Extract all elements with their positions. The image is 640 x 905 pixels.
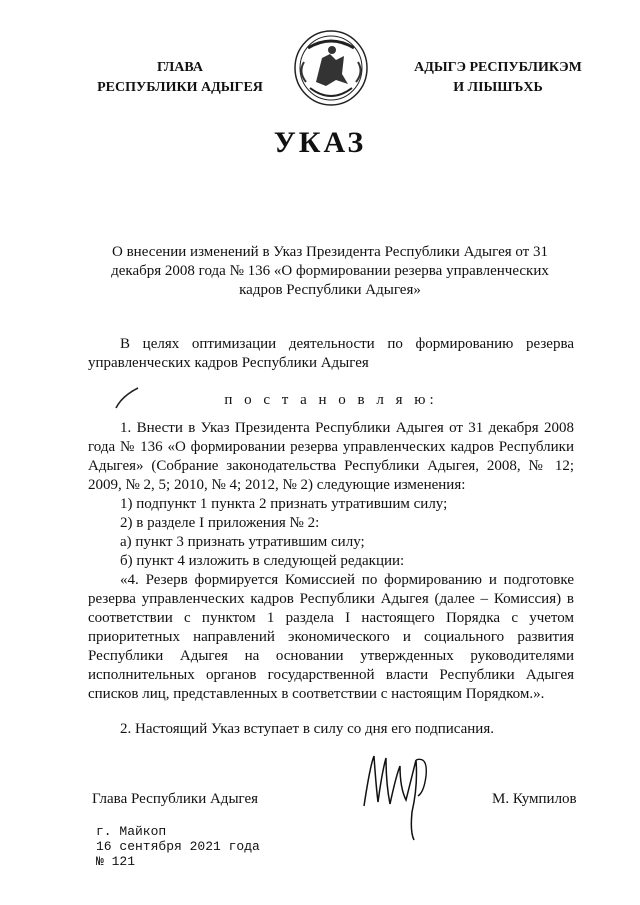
document-body [88,419,574,739]
header-left-line1: ГЛАВА [157,60,203,75]
header-left-line2: РЕСПУБЛИКИ АДЫГЕЯ [97,80,263,95]
body-paragraph: 2. Настоящий Указ вступает в силу со дня его подписания. [120,721,494,737]
decree-word: п о с т а н о в л я ю: [224,392,438,408]
body-paragraph: 1) подпункт 1 пункта 2 признать утратившим силу; [120,496,448,512]
preamble: В целях оптимизации деятельности по формированию резерва управленческих кадров Республики Адыгея [88,336,574,371]
document-title: УКАЗ [273,126,367,159]
coat-of-arms-icon [292,28,370,112]
header-right-line2: И ЛІЫШЪХЬ [453,80,543,95]
signatory-position: Глава Республики Адыгея [92,791,259,807]
document-subject: О внесении изменений в Указ Президента Республики Адыгея от 31 декабря 2008 года № 136 «О формировании резерва управленческих кадров Республики Адыгея» [111,244,549,298]
issue-city: г. Майкоп [96,824,167,839]
body-paragraph: 2) в разделе I приложения № 2: [120,515,320,531]
handwritten-signature [356,736,446,846]
header-left [70,58,290,98]
issue-number: № 121 [96,854,136,869]
header-right-line1: АДЫГЭ РЕСПУБЛИКЭМ [414,60,582,75]
header-right [388,58,608,98]
issue-date: 16 сентября 2021 года [96,839,260,854]
body-paragraph: «4. Резерв формируется Комиссией по формированию и подготовке резерва управленческих кадров Республики Адыгея (далее – Комиссия) в соответствии с пунктом 1 раздела I настоящего Порядка с учетом приоритетных направлений экономического и социального развития Республики Адыгея на основании утвержденных руководителями исполнительных органов государственной власти Республики Адыгея списков лиц, представленных в соответствии с настоящим Порядком.». [88,572,574,702]
signatory-name: М. Кумпилов [492,791,577,807]
body-paragraph: б) пункт 4 изложить в следующей редакции: [120,553,405,569]
body-paragraph: а) пункт 3 признать утратившим силу; [120,534,365,550]
body-paragraph: 1. Внести в Указ Президента Республики Адыгея от 31 декабря 2008 года № 136 «О формировании резерва управленческих кадров Республики Адыгея» (Собрание законодательства Республики Адыгея, 2008, № 12; 2009, № 2, 5; 2010, № 4; 2012, № 2) следующие изменения: [88,420,574,493]
issue-stamp [96,824,260,869]
